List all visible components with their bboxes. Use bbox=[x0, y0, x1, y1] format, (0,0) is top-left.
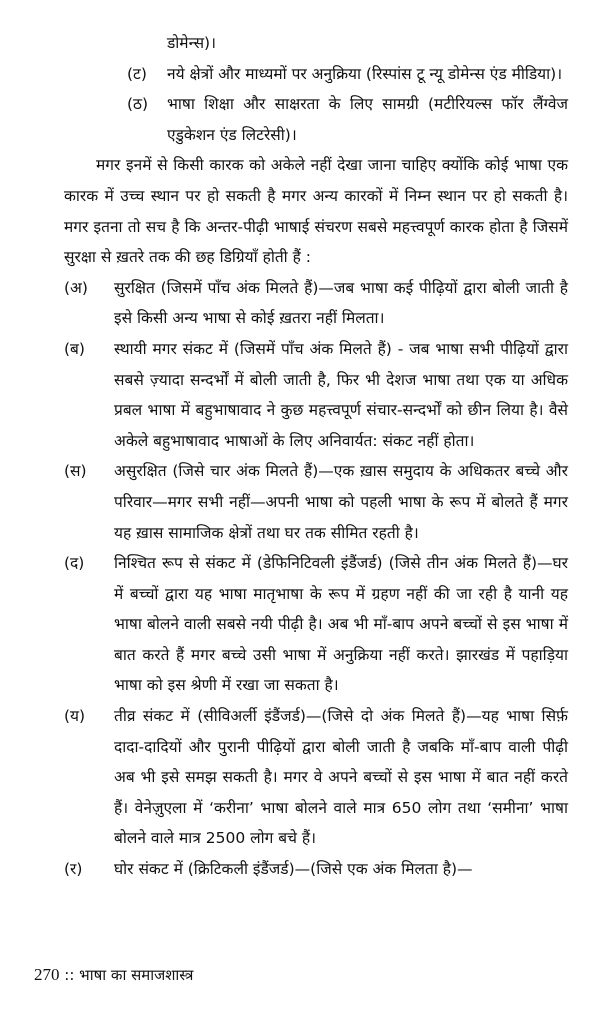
list-marker: (ठ) bbox=[127, 95, 149, 114]
page-number: 270 bbox=[34, 965, 60, 984]
running-title: भाषा का समाजशास्त्र bbox=[79, 966, 194, 984]
footer-separator: :: bbox=[64, 966, 75, 984]
list-item-text: स्थायी मगर संकट में (जिसमें पाँच अंक मिलते हैं) - जब भाषा सभी पीढ़ियों द्वारा सबसे ज़्यादा सन्दर्भों में बोली जाती है, फिर भी देशज भाषा तथा एक या अधिक प्रबल भाषा में बहुभाषावाद ने कुछ महत्त्वपूर्ण संचार-सन्दर्भों को छीन लिया है। वैसे अकेले बहुभाषावाद भाषाओं के लिए अनिवार्यत: संकट नहीं होता। bbox=[114, 339, 568, 450]
body-text bbox=[64, 28, 568, 885]
list-item bbox=[64, 701, 568, 854]
list-item bbox=[64, 59, 568, 90]
list-item bbox=[64, 334, 568, 456]
list-item-text: तीव्र संकट में (सीविअर्ली इंडैंजर्ड)—(जिसे दो अंक मिलते हैं)—यह भाषा सिर्फ़ दादा-दादियों और पुरानी पीढ़ियों द्वारा बोली जाती है जबकि माँ-बाप वाली पीढ़ी अब भी इसे समझ सकती है। मगर वे अपने बच्चों से इस भाषा में बात नहीं करते हैं। वेनेज़ुएला में ‘करीना’ भाषा बोलने वाले मात्र 650 लोग तथा ‘समीना’ भाषा बोलने वाले मात्र 2500 लोग बचे हैं। bbox=[114, 707, 568, 848]
list-item-text: भाषा शिक्षा और साक्षरता के लिए सामग्री (मटीरियल्स फॉर लैंग्वेज एडुकेशन एंड लिटरेसी)। bbox=[167, 95, 568, 144]
list-marker: (द) bbox=[64, 554, 85, 573]
list-item-text: सुरक्षित (जिसमें पाँच अंक मिलते हैं)—जब भाषा कई पीढ़ियों द्वारा बोली जाती है इसे किसी अन्य भाषा से कोई ख़तरा नहीं मिलता। bbox=[114, 278, 568, 328]
list-item-text: नये क्षेत्रों और माध्यमों पर अनुक्रिया (रिस्पांस टू न्यू डोमेन्स एंड मीडिया)। bbox=[167, 64, 563, 83]
list-marker: (स) bbox=[64, 462, 87, 481]
body-paragraph: मगर इनमें से किसी कारक को अकेले नहीं देखा जाना चाहिए क्योंकि कोई भाषा एक कारक में उच्च स्थान पर हो सकती है मगर अन्य कारकों में निम्न स्थान पर हो सकती है। मगर इतना तो सच है कि अन्तर-पीढ़ी भाषाई संचरण सबसे महत्त्वपूर्ण कारक होता है जिसमें सुरक्षा से ख़तरे तक की छह डिग्रियाँ होती हैं : bbox=[64, 156, 568, 267]
list-item bbox=[64, 456, 568, 548]
list-marker: (अ) bbox=[64, 278, 88, 297]
list-marker: (ट) bbox=[127, 64, 147, 83]
list-marker: (ब) bbox=[64, 339, 85, 358]
list-item bbox=[64, 854, 568, 885]
page-footer bbox=[34, 965, 193, 985]
list-marker: (र) bbox=[64, 860, 83, 879]
list-item-text: असुरक्षित (जिसे चार अंक मिलते हैं)—एक ख़ास समुदाय के अधिकतर बच्चे और परिवार—मगर सभी नहीं—अपनी भाषा को पहली भाषा के रूप में बोलते हैं मगर यह ख़ास सामाजिक क्षेत्रों तथा घर तक सीमित रहती है। bbox=[114, 462, 568, 542]
list-item bbox=[64, 273, 568, 334]
list-marker: (य) bbox=[64, 707, 86, 726]
list-item bbox=[64, 548, 568, 701]
list-item-text: घोर संकट में (क्रिटिकली इंडैंजर्ड)—(जिसे एक अंक मिलता है)— bbox=[114, 860, 473, 879]
continued-text: डोमेन्स)। bbox=[167, 34, 216, 52]
list-item bbox=[64, 89, 568, 150]
list-item-text: निश्चित रूप से संकट में (डेफिनिटिवली इंडैंजर्ड) (जिसे तीन अंक मिलते हैं)—घर में बच्चों द्वारा यह भाषा मातृभाषा के रूप में ग्रहण नहीं की जा रही है यानी यह भाषा बोलने वाली सबसे नयी पीढ़ी है। अब भी माँ-बाप अपने बच्चों से इस भाषा में बात करते हैं मगर बच्चे उसी भाषा में अनुक्रिया नहीं करते। झारखंड में पहाड़िया भाषा को इस श्रेणी में रखा जा सकता है। bbox=[114, 554, 568, 695]
